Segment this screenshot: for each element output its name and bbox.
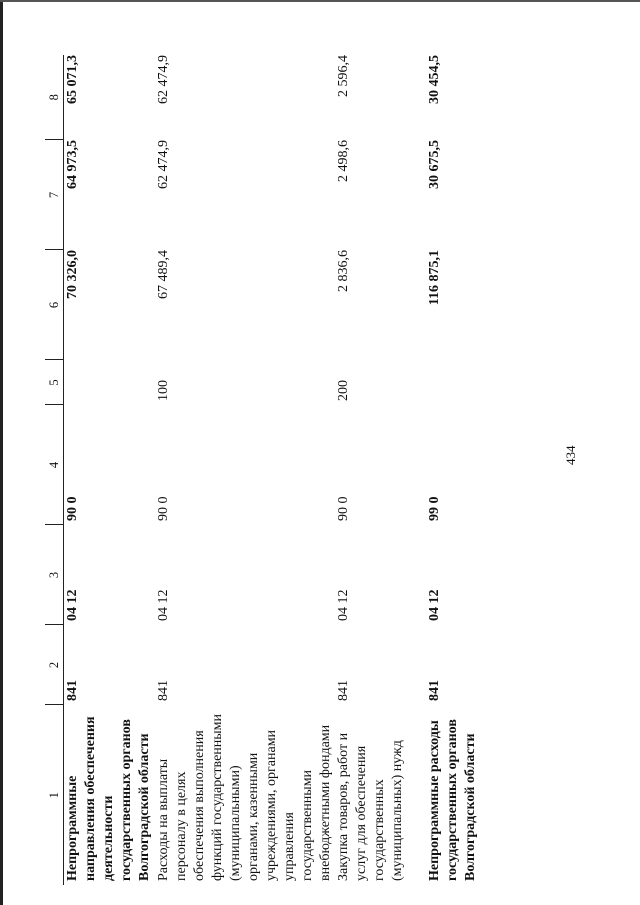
table-row [335,55,426,885]
column-header: 5 [45,360,64,405]
page-number: 434 [563,445,578,465]
code-cell: 841 [65,680,80,701]
column-header: 1 [45,705,64,885]
table-row [426,55,498,885]
code-cell: 841 [335,680,351,701]
header-row [45,55,64,885]
code-cell: 99 0 [426,496,442,521]
amount-cell: 65 071,3 [65,55,80,104]
row-name: Непрограммные расходы государственных органов Волгоградской области [426,719,478,881]
row-name: Расходы на выплаты персоналу в целях обеспечения выполнения функций государственными (муниципальными) органами, казенными учреждениями, органами управления государственными внебюджетными фондами [155,713,333,881]
table-row [155,55,335,885]
row-name: Непрограммные направления обеспечения деятельности государственных органов Волгоградской области [65,716,152,881]
amount-cell: 2 836,6 [335,250,351,292]
scan-left-edge [0,0,3,905]
code-cell [64,360,155,405]
budget-table [45,55,498,885]
column-header: 8 [45,55,64,140]
column-header: 3 [45,525,64,625]
rotated-page [45,25,635,885]
code-cell: 90 0 [155,496,171,521]
column-header: 4 [45,405,64,525]
amount-cell: 2 596,4 [335,55,351,97]
amount-cell: 30 675,5 [426,140,442,189]
column-header: 2 [45,625,64,705]
code-cell: 04 12 [65,589,80,621]
code-cell: 90 0 [335,496,351,521]
code-cell: 200 [335,380,351,401]
amount-cell: 67 489,4 [155,250,171,299]
code-cell: 04 12 [335,589,351,621]
amount-cell: 70 326,0 [65,250,80,299]
amount-cell: 116 875,1 [426,250,442,306]
amount-cell: 62 474,9 [155,140,171,189]
code-cell: 04 12 [155,589,171,621]
amount-cell: 30 454,5 [426,55,442,104]
amount-cell: 62 474,9 [155,55,171,104]
amount-cell: 64 973,5 [65,140,80,189]
amount-cell: 2 498,6 [335,140,351,182]
code-cell [426,360,498,405]
code-cell: 841 [155,680,171,701]
code-cell: 841 [426,680,442,701]
code-cell: 90 0 [65,496,80,521]
row-name: Закупка товаров, работ и услуг для обеспечения государственных (муниципальных) нужд [335,732,405,881]
scan-top-edge [0,0,640,2]
column-header: 6 [45,250,64,360]
table-row [64,55,155,885]
code-cell: 04 12 [426,589,442,621]
code-cell: 100 [155,380,171,401]
column-header: 7 [45,140,64,250]
